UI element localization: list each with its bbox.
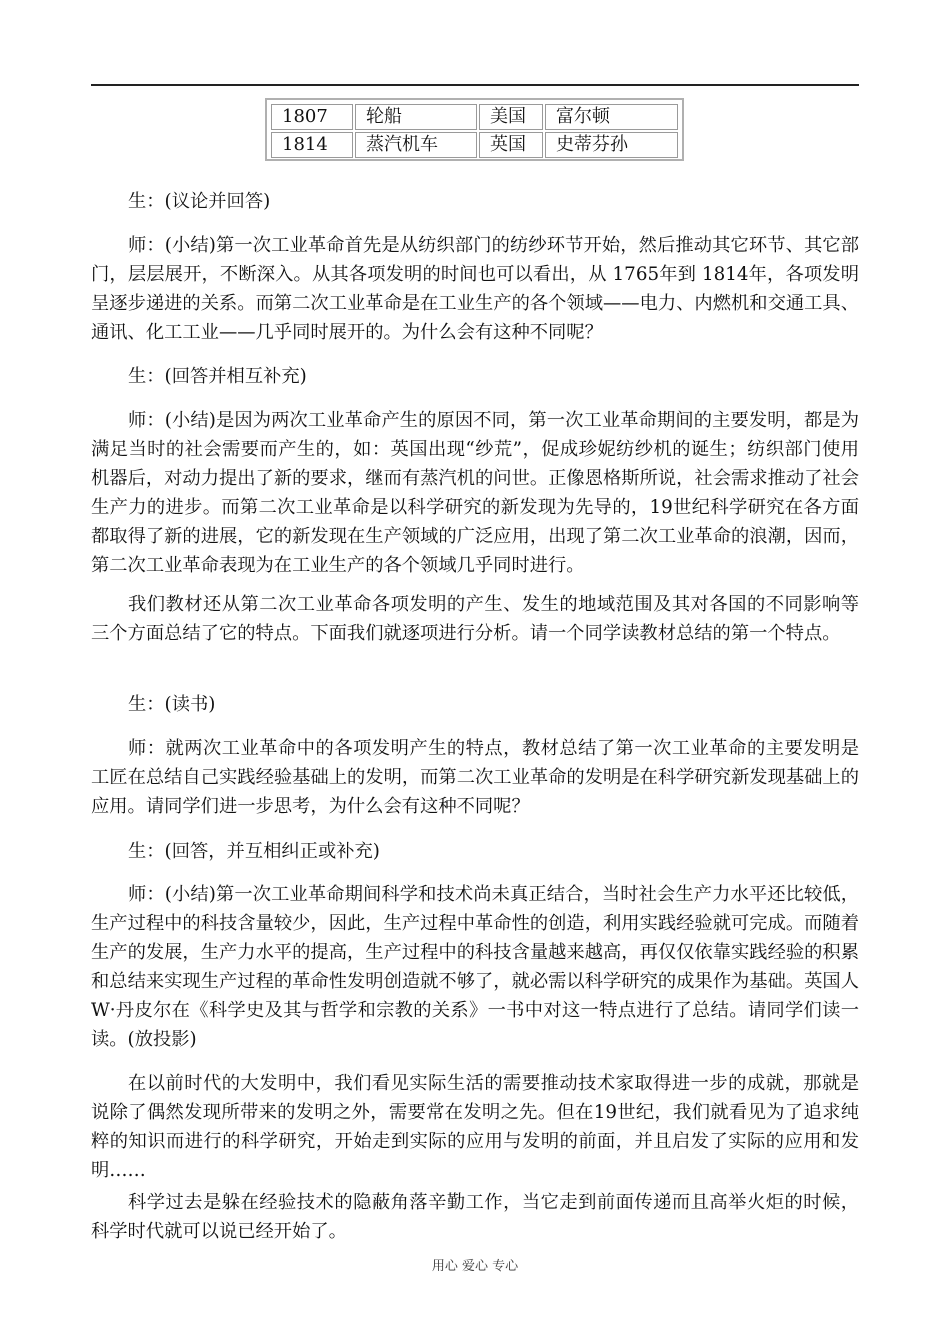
page-footer: 用心 爱心 专心 [431,1259,519,1274]
teacher-question-paragraph: 师：就两次工业革命中的各项发明产生的特点，教材总结了第一次工业革命的主要发明是工匠在总结自己实践经验基础上的发明，而第二次工业革命的发明是在科学研究新发现基础上的应用。请同学们进一步思考，为什么会有这种不同呢？ [91,738,859,817]
invention-cell: 蒸汽机车 [355,132,477,158]
year-cell: 1807 [271,104,353,130]
inventor-cell: 富尔顿 [545,104,678,130]
invention-table-grid [269,102,680,160]
student-response-paragraph: 生：(读书) [128,694,216,715]
invention-cell: 轮船 [355,104,477,130]
year-cell: 1814 [271,132,353,158]
inventor-cell: 史蒂芬孙 [545,132,678,158]
student-response-paragraph: 生：(回答，并互相纠正或补充) [128,841,380,862]
student-response-paragraph: 生：(议论并回答) [128,191,271,212]
country-cell: 英国 [479,132,543,158]
header-rule [91,84,859,86]
teacher-summary-paragraph: 师：(小结)第一次工业革命期间科学和技术尚未真正结合，当时社会生产力水平还比较低，生产过程中的科技含量较少，因此，生产过程中革命性的创造，利用实践经验就可完成。而随着生产的发展，生产力水平的提高，生产过程中的科技含量越来越高，再仅仅依靠实践经验的积累和总结来实现生产过程的革命性发明创造就不够了，就必需以科学研究的成果作为基础。英国人W·丹皮尔在《科学史及其与哲学和宗教的关系》一书中对这一特点进行了总结。请同学们读一读。(放投影) [91,884,859,1050]
teacher-summary-paragraph: 师：(小结)第一次工业革命首先是从纺织部门的纺纱环节开始，然后推动其它环节、其它部门，层层展开，不断深入。从其各项发明的时间也可以看出，从 1765年到 1814年，各项发明呈逐步递进的关系。而第二次工业革命是在工业生产的各个领域——电力、内燃机和交通工具、通讯、化工工业——几乎同时展开的。为什么会有这种不同呢？ [91,235,859,343]
quotation-paragraph: 在以前时代的大发明中，我们看见实际生活的需要推动技术家取得进一步的成就，那就是说除了偶然发现所带来的发明之外，需要常在发明之先。但在19世纪，我们就看见为了追求纯粹的知识而进行的科学研究，开始走到实际的应用与发明的前面，并且启发了实际的应用和发明…… [91,1073,859,1181]
teacher-instruction-paragraph: 我们教材还从第二次工业革命各项发明的产生、发生的地域范围及其对各国的不同影响等三个方面总结了它的特点。下面我们就逐项进行分析。请一个同学读教材总结的第一个特点。 [91,594,859,644]
country-cell: 美国 [479,104,543,130]
invention-table [265,98,684,161]
teacher-summary-paragraph: 师：(小结)是因为两次工业革命产生的原因不同，第一次工业革命期间的主要发明，都是为满足当时的社会需要而产生的，如：英国出现“纱荒”，促成珍妮纺纱机的诞生；纺织部门使用机器后，对动力提出了新的要求，继而有蒸汽机的问世。正像恩格斯所说，社会需求推动了社会生产力的进步。而第二次工业革命是以科学研究的新发现为先导的，19世纪科学研究在各方面都取得了新的进展，它的新发现在生产领域的广泛应用，出现了第二次工业革命的浪潮，因而，第二次工业革命表现为在工业生产的各个领域几乎同时进行。 [91,410,859,576]
quotation-paragraph: 科学过去是躲在经验技术的隐蔽角落辛勤工作，当它走到前面传递而且高举火炬的时候，科学时代就可以说已经开始了。 [91,1192,859,1242]
table-row [271,104,678,130]
student-response-paragraph: 生：(回答并相互补充) [128,366,307,387]
table-row [271,132,678,158]
